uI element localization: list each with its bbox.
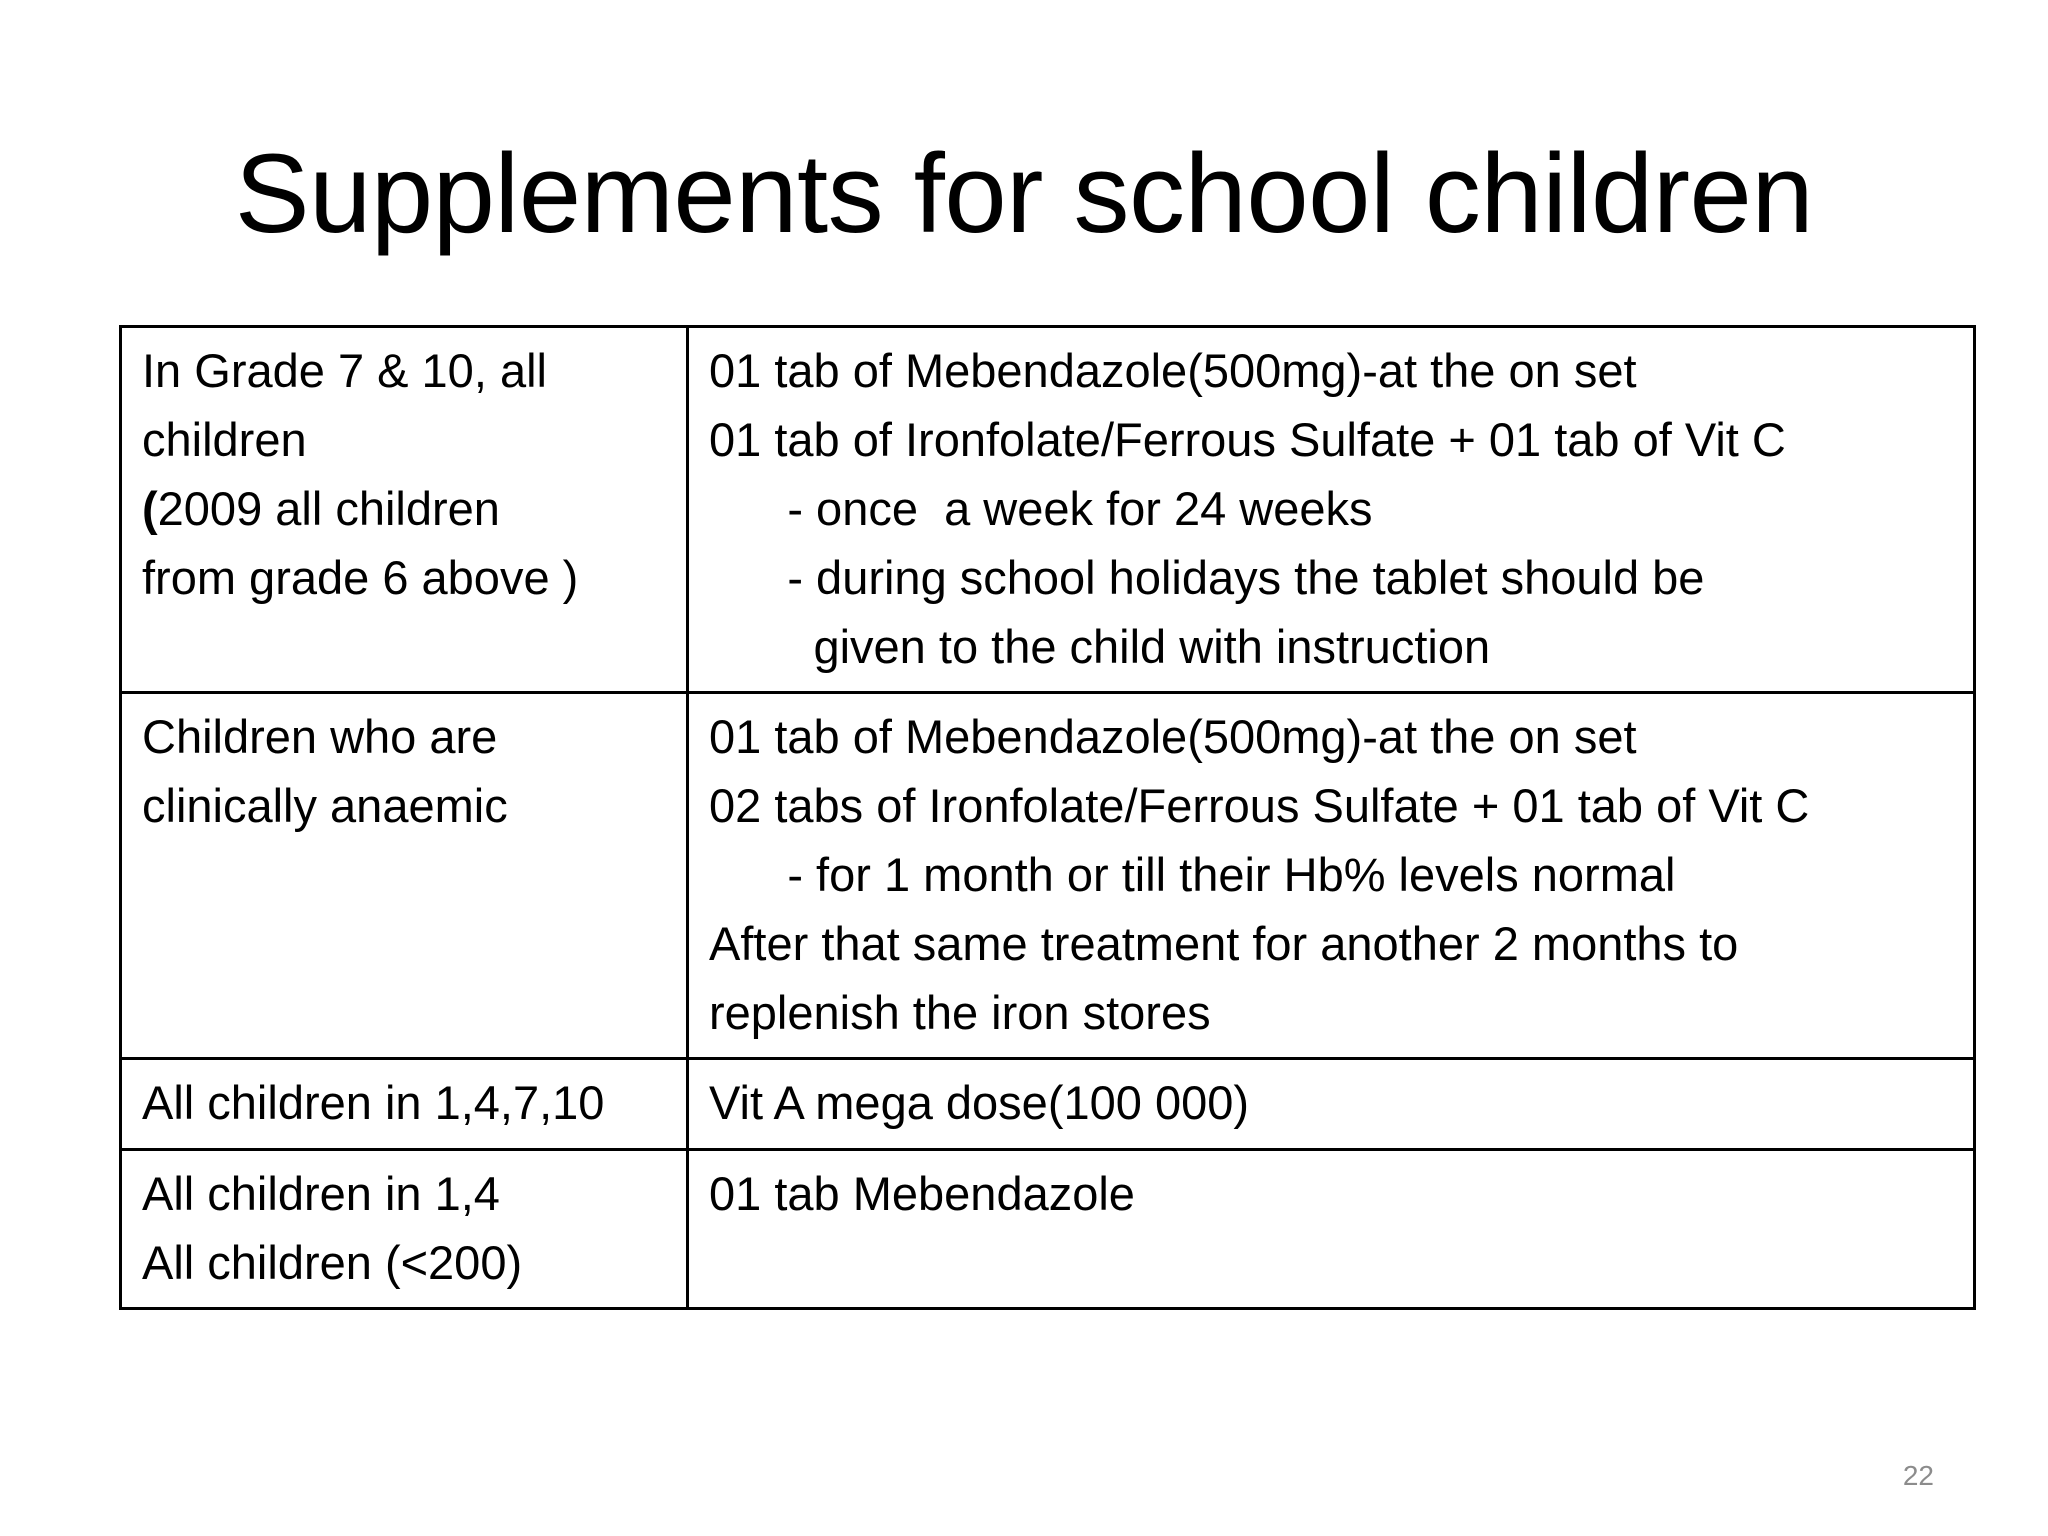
slide-title: Supplements for school children xyxy=(234,131,1814,256)
treatment-cell: 01 tab of Mebendazole(500mg)-at the on set 02 tabs of Ironfolate/Ferrous Sulfate + 01 tab of Vit C - for 1 month or till their Hb% levels normal After that same treatment for another 2 months to replenish the iron stores xyxy=(688,693,1975,1059)
group-cell: All children in 1,4 All children (<200) xyxy=(121,1150,688,1309)
group-cell: All children in 1,4,7,10 xyxy=(121,1059,688,1150)
treatment-cell: Vit A mega dose(100 000) xyxy=(688,1059,1975,1150)
table-row xyxy=(121,1150,1975,1309)
group-text-rest: 2009 all children from grade 6 above ) xyxy=(142,482,579,604)
table-row xyxy=(121,1059,1975,1150)
group-bold-paren: ( xyxy=(142,482,158,535)
treatment-cell: 01 tab of Mebendazole(500mg)-at the on set 01 tab of Ironfolate/Ferrous Sulfate + 01 tab of Vit C - once a week for 24 weeks - during school holidays the tablet should be given to the child with instruction xyxy=(688,327,1975,693)
table-row xyxy=(121,327,1975,693)
treatment-cell: 01 tab Mebendazole xyxy=(688,1150,1975,1309)
group-cell: Children who are clinically anaemic xyxy=(121,693,688,1059)
supplements-table xyxy=(119,325,1976,1310)
page-number: 22 xyxy=(1902,1460,1934,1491)
group-cell xyxy=(121,327,688,693)
group-text: In Grade 7 & 10, all children xyxy=(142,344,547,466)
table-row xyxy=(121,693,1975,1059)
